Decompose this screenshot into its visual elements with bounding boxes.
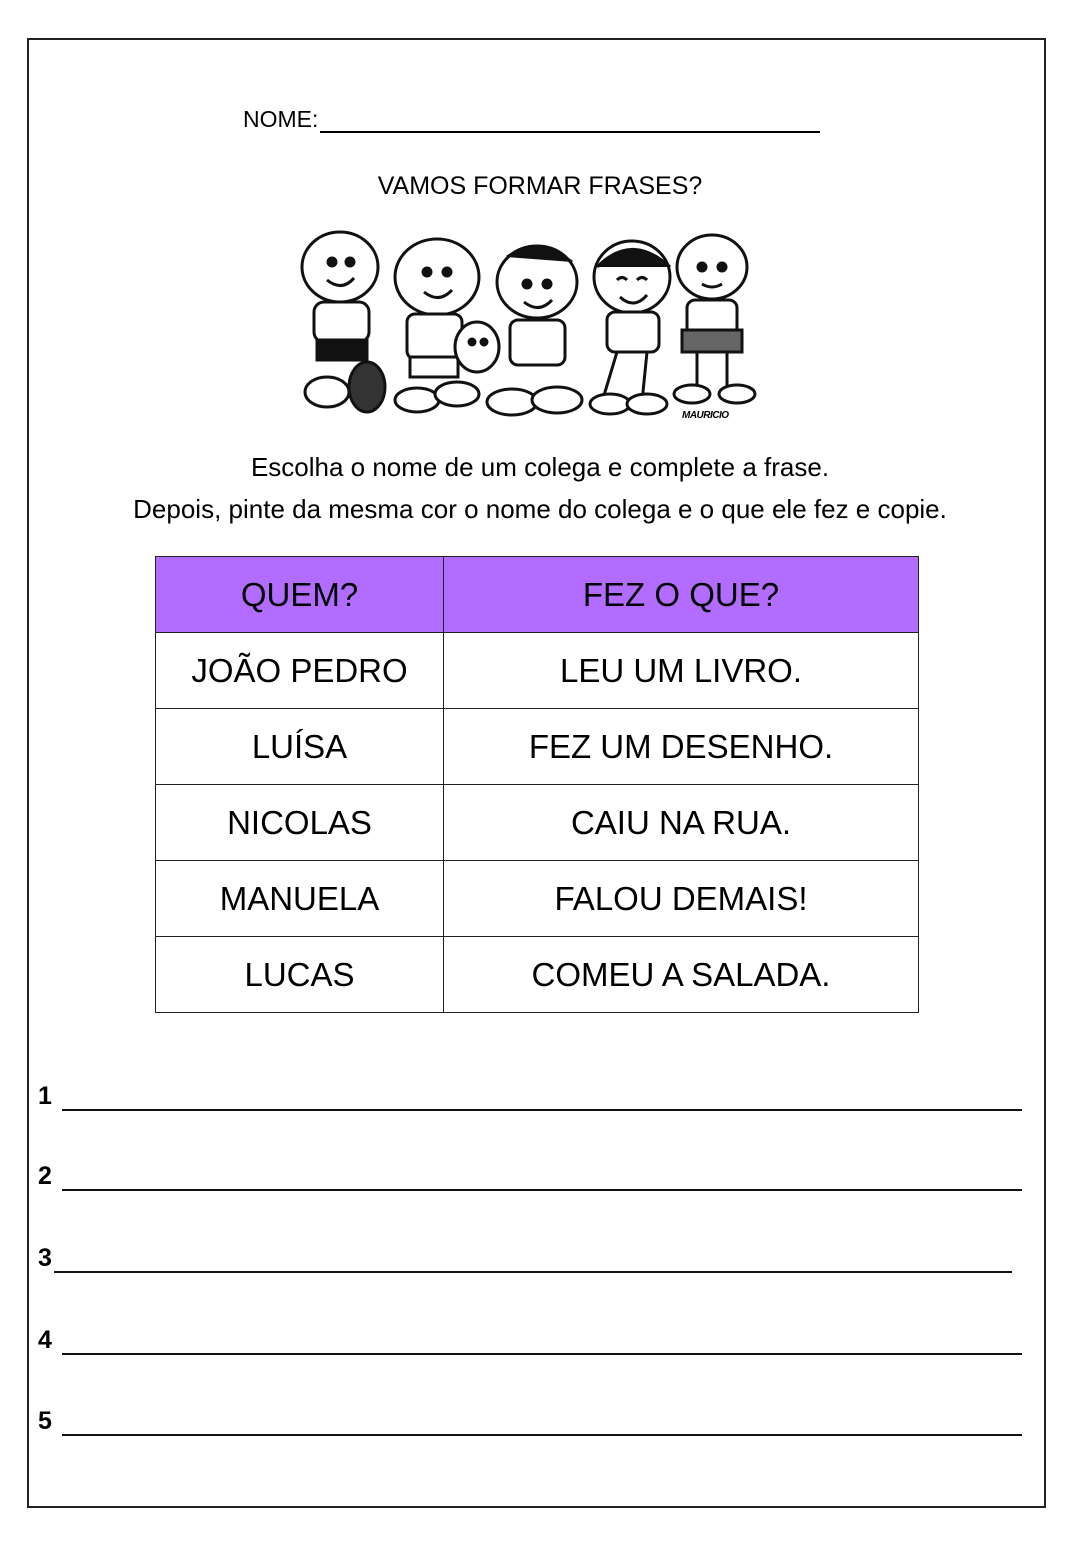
answer-number: 4 bbox=[38, 1326, 52, 1354]
answer-blank[interactable] bbox=[62, 1167, 1022, 1191]
name-label: NOME: bbox=[243, 106, 319, 132]
answer-line-1[interactable] bbox=[38, 1082, 1022, 1111]
table-row bbox=[156, 709, 919, 785]
sentence-table bbox=[155, 556, 919, 1013]
answer-line-3[interactable] bbox=[38, 1244, 1012, 1273]
action-cell[interactable]: FEZ UM DESENHO. bbox=[444, 709, 919, 785]
answer-number: 3 bbox=[38, 1244, 52, 1272]
name-field[interactable] bbox=[243, 106, 820, 133]
answer-blank[interactable] bbox=[62, 1087, 1022, 1111]
child-figure-4 bbox=[590, 241, 670, 414]
child-figure-3 bbox=[487, 246, 582, 415]
answer-number: 5 bbox=[38, 1407, 52, 1435]
table-row bbox=[156, 785, 919, 861]
column-header-what: FEZ O QUE? bbox=[444, 557, 919, 633]
table-row bbox=[156, 633, 919, 709]
name-cell[interactable]: MANUELA bbox=[156, 861, 444, 937]
name-cell[interactable]: LUCAS bbox=[156, 937, 444, 1013]
answer-line-2[interactable] bbox=[38, 1162, 1022, 1191]
action-cell[interactable]: LEU UM LIVRO. bbox=[444, 633, 919, 709]
worksheet-title: VAMOS FORMAR FRASES? bbox=[377, 172, 703, 200]
table-row bbox=[156, 937, 919, 1013]
children-illustration bbox=[292, 222, 772, 422]
name-cell[interactable]: LUÍSA bbox=[156, 709, 444, 785]
table-row bbox=[156, 861, 919, 937]
action-cell[interactable]: FALOU DEMAIS! bbox=[444, 861, 919, 937]
answer-line-4[interactable] bbox=[38, 1326, 1022, 1355]
answer-blank[interactable] bbox=[54, 1249, 1012, 1273]
answer-blank[interactable] bbox=[62, 1412, 1022, 1436]
action-cell[interactable]: COMEU A SALADA. bbox=[444, 937, 919, 1013]
instruction-line-2: Depois, pinte da mesma cor o nome do colega e o que ele fez e copie. bbox=[133, 494, 947, 524]
child-figure-5 bbox=[674, 235, 755, 403]
column-header-who: QUEM? bbox=[156, 557, 444, 633]
name-blank-line[interactable] bbox=[320, 111, 820, 133]
answer-number: 2 bbox=[38, 1162, 52, 1190]
artist-signature: MAURICIO bbox=[682, 410, 729, 421]
instruction-line-1: Escolha o nome de um colega e complete a frase. bbox=[250, 452, 830, 482]
table-header-row bbox=[156, 557, 919, 633]
answer-blank[interactable] bbox=[62, 1331, 1022, 1355]
action-cell[interactable]: CAIU NA RUA. bbox=[444, 785, 919, 861]
name-cell[interactable]: JOÃO PEDRO bbox=[156, 633, 444, 709]
child-figure-1 bbox=[302, 232, 385, 412]
answer-line-5[interactable] bbox=[38, 1407, 1022, 1436]
dog-figure bbox=[455, 322, 499, 372]
name-cell[interactable]: NICOLAS bbox=[156, 785, 444, 861]
answer-number: 1 bbox=[38, 1082, 52, 1110]
